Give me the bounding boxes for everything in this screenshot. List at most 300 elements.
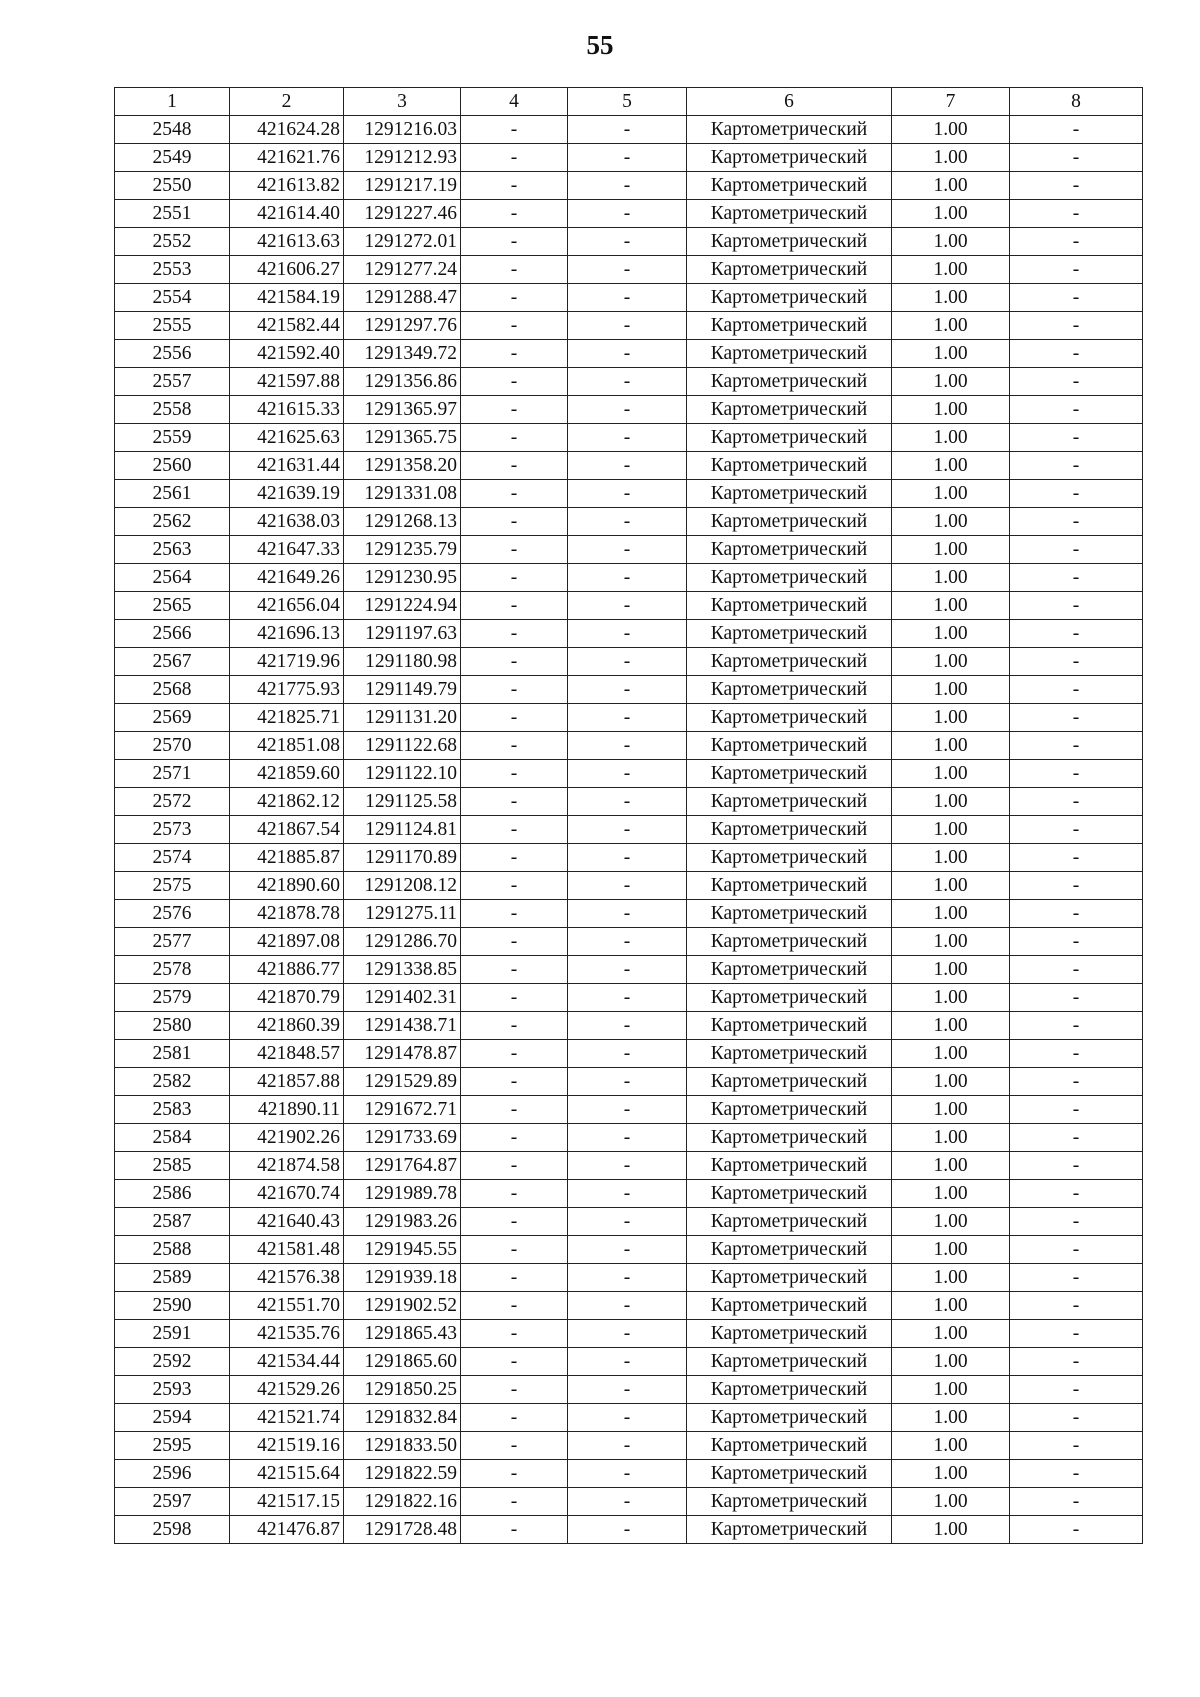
coordinate-y-cell: 1291983.26 [344,1208,461,1236]
method-cell: Картометрический [687,900,892,928]
col-5-cell: - [568,340,687,368]
point-number-cell: 2570 [115,732,230,760]
table-row [115,956,1143,984]
point-number-cell: 2585 [115,1152,230,1180]
coordinate-y-cell: 1291989.78 [344,1180,461,1208]
accuracy-cell: 1.00 [892,844,1010,872]
table-row [115,1152,1143,1180]
coordinate-y-cell: 1291230.95 [344,564,461,592]
coordinate-y-cell: 1291902.52 [344,1292,461,1320]
col-8-cell: - [1010,228,1143,256]
coordinate-x-cell: 421517.15 [230,1488,344,1516]
col-4-cell: - [461,228,568,256]
col-8-cell: - [1010,928,1143,956]
coordinate-y-cell: 1291338.85 [344,956,461,984]
method-cell: Картометрический [687,1432,892,1460]
coordinate-y-cell: 1291277.24 [344,256,461,284]
col-4-cell: - [461,760,568,788]
coordinate-y-cell: 1291216.03 [344,116,461,144]
coordinate-x-cell: 421582.44 [230,312,344,340]
col-4-cell: - [461,1516,568,1544]
col-4-cell: - [461,592,568,620]
method-cell: Картометрический [687,1068,892,1096]
col-8-cell: - [1010,424,1143,452]
point-number-cell: 2561 [115,480,230,508]
table-row [115,1516,1143,1544]
col-5-cell: - [568,284,687,312]
point-number-cell: 2567 [115,648,230,676]
column-header: 2 [230,88,344,116]
method-cell: Картометрический [687,424,892,452]
table-row [115,1208,1143,1236]
col-5-cell: - [568,1376,687,1404]
coordinate-x-cell: 421621.76 [230,144,344,172]
method-cell: Картометрический [687,648,892,676]
coordinate-y-cell: 1291180.98 [344,648,461,676]
col-4-cell: - [461,1096,568,1124]
coordinate-y-cell: 1291224.94 [344,592,461,620]
col-4-cell: - [461,1292,568,1320]
coordinate-x-cell: 421890.11 [230,1096,344,1124]
point-number-cell: 2597 [115,1488,230,1516]
method-cell: Картометрический [687,1320,892,1348]
accuracy-cell: 1.00 [892,1404,1010,1432]
point-number-cell: 2580 [115,1012,230,1040]
coordinate-x-cell: 421890.60 [230,872,344,900]
column-header: 1 [115,88,230,116]
method-cell: Картометрический [687,1180,892,1208]
col-8-cell: - [1010,256,1143,284]
col-4-cell: - [461,200,568,228]
method-cell: Картометрический [687,172,892,200]
coordinate-y-cell: 1291197.63 [344,620,461,648]
table-row [115,592,1143,620]
accuracy-cell: 1.00 [892,1180,1010,1208]
point-number-cell: 2582 [115,1068,230,1096]
column-header: 5 [568,88,687,116]
coordinate-x-cell: 421867.54 [230,816,344,844]
col-5-cell: - [568,1040,687,1068]
table-row [115,368,1143,396]
accuracy-cell: 1.00 [892,1264,1010,1292]
col-4-cell: - [461,564,568,592]
col-5-cell: - [568,396,687,424]
page-number: 55 [586,30,614,60]
method-cell: Картометрический [687,452,892,480]
table-row [115,116,1143,144]
table-row [115,1068,1143,1096]
col-4-cell: - [461,1040,568,1068]
coordinate-y-cell: 1291945.55 [344,1236,461,1264]
coordinate-y-cell: 1291850.25 [344,1376,461,1404]
method-cell: Картометрический [687,1124,892,1152]
coordinate-y-cell: 1291356.86 [344,368,461,396]
point-number-cell: 2566 [115,620,230,648]
col-4-cell: - [461,480,568,508]
coordinate-x-cell: 421886.77 [230,956,344,984]
coordinate-y-cell: 1291728.48 [344,1516,461,1544]
col-8-cell: - [1010,1180,1143,1208]
col-5-cell: - [568,1152,687,1180]
col-8-cell: - [1010,704,1143,732]
coordinate-y-cell: 1291865.60 [344,1348,461,1376]
point-number-cell: 2560 [115,452,230,480]
col-5-cell: - [568,704,687,732]
col-5-cell: - [568,844,687,872]
col-5-cell: - [568,172,687,200]
accuracy-cell: 1.00 [892,172,1010,200]
method-cell: Картометрический [687,704,892,732]
col-5-cell: - [568,1012,687,1040]
accuracy-cell: 1.00 [892,1376,1010,1404]
point-number-cell: 2553 [115,256,230,284]
coordinate-x-cell: 421647.33 [230,536,344,564]
table-row [115,1012,1143,1040]
accuracy-cell: 1.00 [892,424,1010,452]
accuracy-cell: 1.00 [892,704,1010,732]
table-row [115,872,1143,900]
header-row [115,88,1143,116]
coordinate-y-cell: 1291358.20 [344,452,461,480]
col-5-cell: - [568,508,687,536]
coordinate-x-cell: 421640.43 [230,1208,344,1236]
col-4-cell: - [461,984,568,1012]
point-number-cell: 2568 [115,676,230,704]
coordinate-y-cell: 1291212.93 [344,144,461,172]
col-8-cell: - [1010,620,1143,648]
col-8-cell: - [1010,1208,1143,1236]
coordinate-x-cell: 421534.44 [230,1348,344,1376]
coordinate-x-cell: 421860.39 [230,1012,344,1040]
point-number-cell: 2592 [115,1348,230,1376]
method-cell: Картометрический [687,116,892,144]
point-number-cell: 2565 [115,592,230,620]
point-number-cell: 2564 [115,564,230,592]
coordinate-x-cell: 421885.87 [230,844,344,872]
col-8-cell: - [1010,592,1143,620]
coordinate-y-cell: 1291170.89 [344,844,461,872]
accuracy-cell: 1.00 [892,1348,1010,1376]
table-row [115,732,1143,760]
table-row [115,424,1143,452]
col-4-cell: - [461,1068,568,1096]
method-cell: Картометрический [687,1376,892,1404]
coordinate-x-cell: 421851.08 [230,732,344,760]
col-4-cell: - [461,116,568,144]
coordinate-x-cell: 421592.40 [230,340,344,368]
col-4-cell: - [461,424,568,452]
coordinate-y-cell: 1291733.69 [344,1124,461,1152]
col-5-cell: - [568,1320,687,1348]
col-5-cell: - [568,1460,687,1488]
accuracy-cell: 1.00 [892,816,1010,844]
col-5-cell: - [568,984,687,1012]
coordinate-y-cell: 1291275.11 [344,900,461,928]
method-cell: Картометрический [687,1236,892,1264]
col-5-cell: - [568,1516,687,1544]
accuracy-cell: 1.00 [892,1516,1010,1544]
coordinate-x-cell: 421613.82 [230,172,344,200]
point-number-cell: 2556 [115,340,230,368]
accuracy-cell: 1.00 [892,900,1010,928]
accuracy-cell: 1.00 [892,1236,1010,1264]
col-8-cell: - [1010,1404,1143,1432]
col-8-cell: - [1010,312,1143,340]
coordinate-y-cell: 1291865.43 [344,1320,461,1348]
col-5-cell: - [568,1432,687,1460]
point-number-cell: 2559 [115,424,230,452]
point-number-cell: 2586 [115,1180,230,1208]
table-row [115,144,1143,172]
table-row [115,1180,1143,1208]
accuracy-cell: 1.00 [892,1124,1010,1152]
coordinate-y-cell: 1291125.58 [344,788,461,816]
point-number-cell: 2577 [115,928,230,956]
coordinate-x-cell: 421597.88 [230,368,344,396]
col-4-cell: - [461,676,568,704]
col-8-cell: - [1010,1376,1143,1404]
col-5-cell: - [568,1208,687,1236]
method-cell: Картометрический [687,1460,892,1488]
method-cell: Картометрический [687,340,892,368]
col-8-cell: - [1010,1152,1143,1180]
method-cell: Картометрический [687,1516,892,1544]
col-5-cell: - [568,1264,687,1292]
method-cell: Картометрический [687,1488,892,1516]
col-4-cell: - [461,788,568,816]
col-5-cell: - [568,900,687,928]
table-row [115,816,1143,844]
table-row [115,228,1143,256]
table-row [115,1096,1143,1124]
col-8-cell: - [1010,396,1143,424]
coordinate-x-cell: 421551.70 [230,1292,344,1320]
accuracy-cell: 1.00 [892,620,1010,648]
method-cell: Картометрический [687,284,892,312]
col-5-cell: - [568,1348,687,1376]
accuracy-cell: 1.00 [892,676,1010,704]
method-cell: Картометрический [687,1040,892,1068]
point-number-cell: 2584 [115,1124,230,1152]
coordinate-x-cell: 421656.04 [230,592,344,620]
point-number-cell: 2576 [115,900,230,928]
col-5-cell: - [568,788,687,816]
accuracy-cell: 1.00 [892,340,1010,368]
col-4-cell: - [461,1320,568,1348]
accuracy-cell: 1.00 [892,732,1010,760]
col-8-cell: - [1010,816,1143,844]
method-cell: Картометрический [687,816,892,844]
coordinate-x-cell: 421848.57 [230,1040,344,1068]
col-5-cell: - [568,1488,687,1516]
method-cell: Картометрический [687,144,892,172]
coordinate-x-cell: 421902.26 [230,1124,344,1152]
table-row [115,928,1143,956]
point-number-cell: 2551 [115,200,230,228]
point-number-cell: 2571 [115,760,230,788]
point-number-cell: 2552 [115,228,230,256]
col-8-cell: - [1010,676,1143,704]
coordinate-y-cell: 1291438.71 [344,1012,461,1040]
table-row [115,536,1143,564]
accuracy-cell: 1.00 [892,144,1010,172]
col-4-cell: - [461,1348,568,1376]
col-4-cell: - [461,732,568,760]
column-header: 3 [344,88,461,116]
table-row [115,312,1143,340]
col-4-cell: - [461,900,568,928]
method-cell: Картометрический [687,200,892,228]
col-5-cell: - [568,368,687,396]
col-4-cell: - [461,256,568,284]
accuracy-cell: 1.00 [892,1040,1010,1068]
accuracy-cell: 1.00 [892,1152,1010,1180]
col-5-cell: - [568,256,687,284]
col-8-cell: - [1010,144,1143,172]
method-cell: Картометрический [687,928,892,956]
point-number-cell: 2595 [115,1432,230,1460]
method-cell: Картометрический [687,676,892,704]
coordinate-y-cell: 1291149.79 [344,676,461,704]
col-5-cell: - [568,1124,687,1152]
method-cell: Картометрический [687,1404,892,1432]
col-8-cell: - [1010,844,1143,872]
accuracy-cell: 1.00 [892,312,1010,340]
table-row [115,564,1143,592]
col-4-cell: - [461,144,568,172]
col-4-cell: - [461,368,568,396]
col-8-cell: - [1010,1040,1143,1068]
coordinate-x-cell: 421670.74 [230,1180,344,1208]
col-5-cell: - [568,1236,687,1264]
col-4-cell: - [461,452,568,480]
col-8-cell: - [1010,648,1143,676]
col-4-cell: - [461,1432,568,1460]
coordinate-y-cell: 1291764.87 [344,1152,461,1180]
point-number-cell: 2554 [115,284,230,312]
coordinate-x-cell: 421614.40 [230,200,344,228]
coordinate-y-cell: 1291286.70 [344,928,461,956]
col-5-cell: - [568,620,687,648]
method-cell: Картометрический [687,1096,892,1124]
accuracy-cell: 1.00 [892,592,1010,620]
col-4-cell: - [461,1460,568,1488]
point-number-cell: 2562 [115,508,230,536]
table-row [115,676,1143,704]
table-row [115,1348,1143,1376]
coordinate-x-cell: 421584.19 [230,284,344,312]
col-5-cell: - [568,1404,687,1432]
coordinate-x-cell: 421606.27 [230,256,344,284]
col-4-cell: - [461,1124,568,1152]
point-number-cell: 2579 [115,984,230,1012]
coordinate-y-cell: 1291832.84 [344,1404,461,1432]
col-8-cell: - [1010,956,1143,984]
coordinate-y-cell: 1291672.71 [344,1096,461,1124]
accuracy-cell: 1.00 [892,984,1010,1012]
coordinate-x-cell: 421775.93 [230,676,344,704]
col-8-cell: - [1010,172,1143,200]
point-number-cell: 2569 [115,704,230,732]
col-5-cell: - [568,1180,687,1208]
coordinate-y-cell: 1291822.59 [344,1460,461,1488]
point-number-cell: 2583 [115,1096,230,1124]
point-number-cell: 2581 [115,1040,230,1068]
col-8-cell: - [1010,1348,1143,1376]
coordinate-x-cell: 421521.74 [230,1404,344,1432]
method-cell: Картометрический [687,1208,892,1236]
coordinates-table [114,87,1143,1544]
coordinate-y-cell: 1291208.12 [344,872,461,900]
coordinate-x-cell: 421476.87 [230,1516,344,1544]
accuracy-cell: 1.00 [892,872,1010,900]
coordinate-x-cell: 421625.63 [230,424,344,452]
table-row [115,340,1143,368]
col-8-cell: - [1010,1124,1143,1152]
table-row [115,1488,1143,1516]
method-cell: Картометрический [687,564,892,592]
method-cell: Картометрический [687,592,892,620]
col-4-cell: - [461,312,568,340]
accuracy-cell: 1.00 [892,1320,1010,1348]
col-4-cell: - [461,396,568,424]
point-number-cell: 2596 [115,1460,230,1488]
column-header: 4 [461,88,568,116]
col-5-cell: - [568,144,687,172]
coordinate-y-cell: 1291349.72 [344,340,461,368]
col-8-cell: - [1010,788,1143,816]
table-row [115,760,1143,788]
col-8-cell: - [1010,1432,1143,1460]
coordinate-x-cell: 421825.71 [230,704,344,732]
coordinate-x-cell: 421581.48 [230,1236,344,1264]
accuracy-cell: 1.00 [892,1460,1010,1488]
accuracy-cell: 1.00 [892,1068,1010,1096]
col-5-cell: - [568,928,687,956]
coordinate-x-cell: 421535.76 [230,1320,344,1348]
method-cell: Картометрический [687,844,892,872]
table-row [115,172,1143,200]
point-number-cell: 2557 [115,368,230,396]
col-5-cell: - [568,452,687,480]
col-4-cell: - [461,1180,568,1208]
table-row [115,200,1143,228]
col-8-cell: - [1010,1236,1143,1264]
col-5-cell: - [568,732,687,760]
table-row [115,1404,1143,1432]
method-cell: Картометрический [687,788,892,816]
col-8-cell: - [1010,732,1143,760]
method-cell: Картометрический [687,536,892,564]
coordinate-y-cell: 1291833.50 [344,1432,461,1460]
col-4-cell: - [461,284,568,312]
table-row [115,480,1143,508]
coordinate-y-cell: 1291235.79 [344,536,461,564]
method-cell: Картометрический [687,872,892,900]
coordinate-x-cell: 421874.58 [230,1152,344,1180]
coordinate-y-cell: 1291402.31 [344,984,461,1012]
point-number-cell: 2574 [115,844,230,872]
table-row [115,396,1143,424]
accuracy-cell: 1.00 [892,536,1010,564]
method-cell: Картометрический [687,760,892,788]
col-8-cell: - [1010,536,1143,564]
col-4-cell: - [461,340,568,368]
point-number-cell: 2593 [115,1376,230,1404]
coordinate-y-cell: 1291939.18 [344,1264,461,1292]
coordinate-x-cell: 421631.44 [230,452,344,480]
method-cell: Картометрический [687,1152,892,1180]
